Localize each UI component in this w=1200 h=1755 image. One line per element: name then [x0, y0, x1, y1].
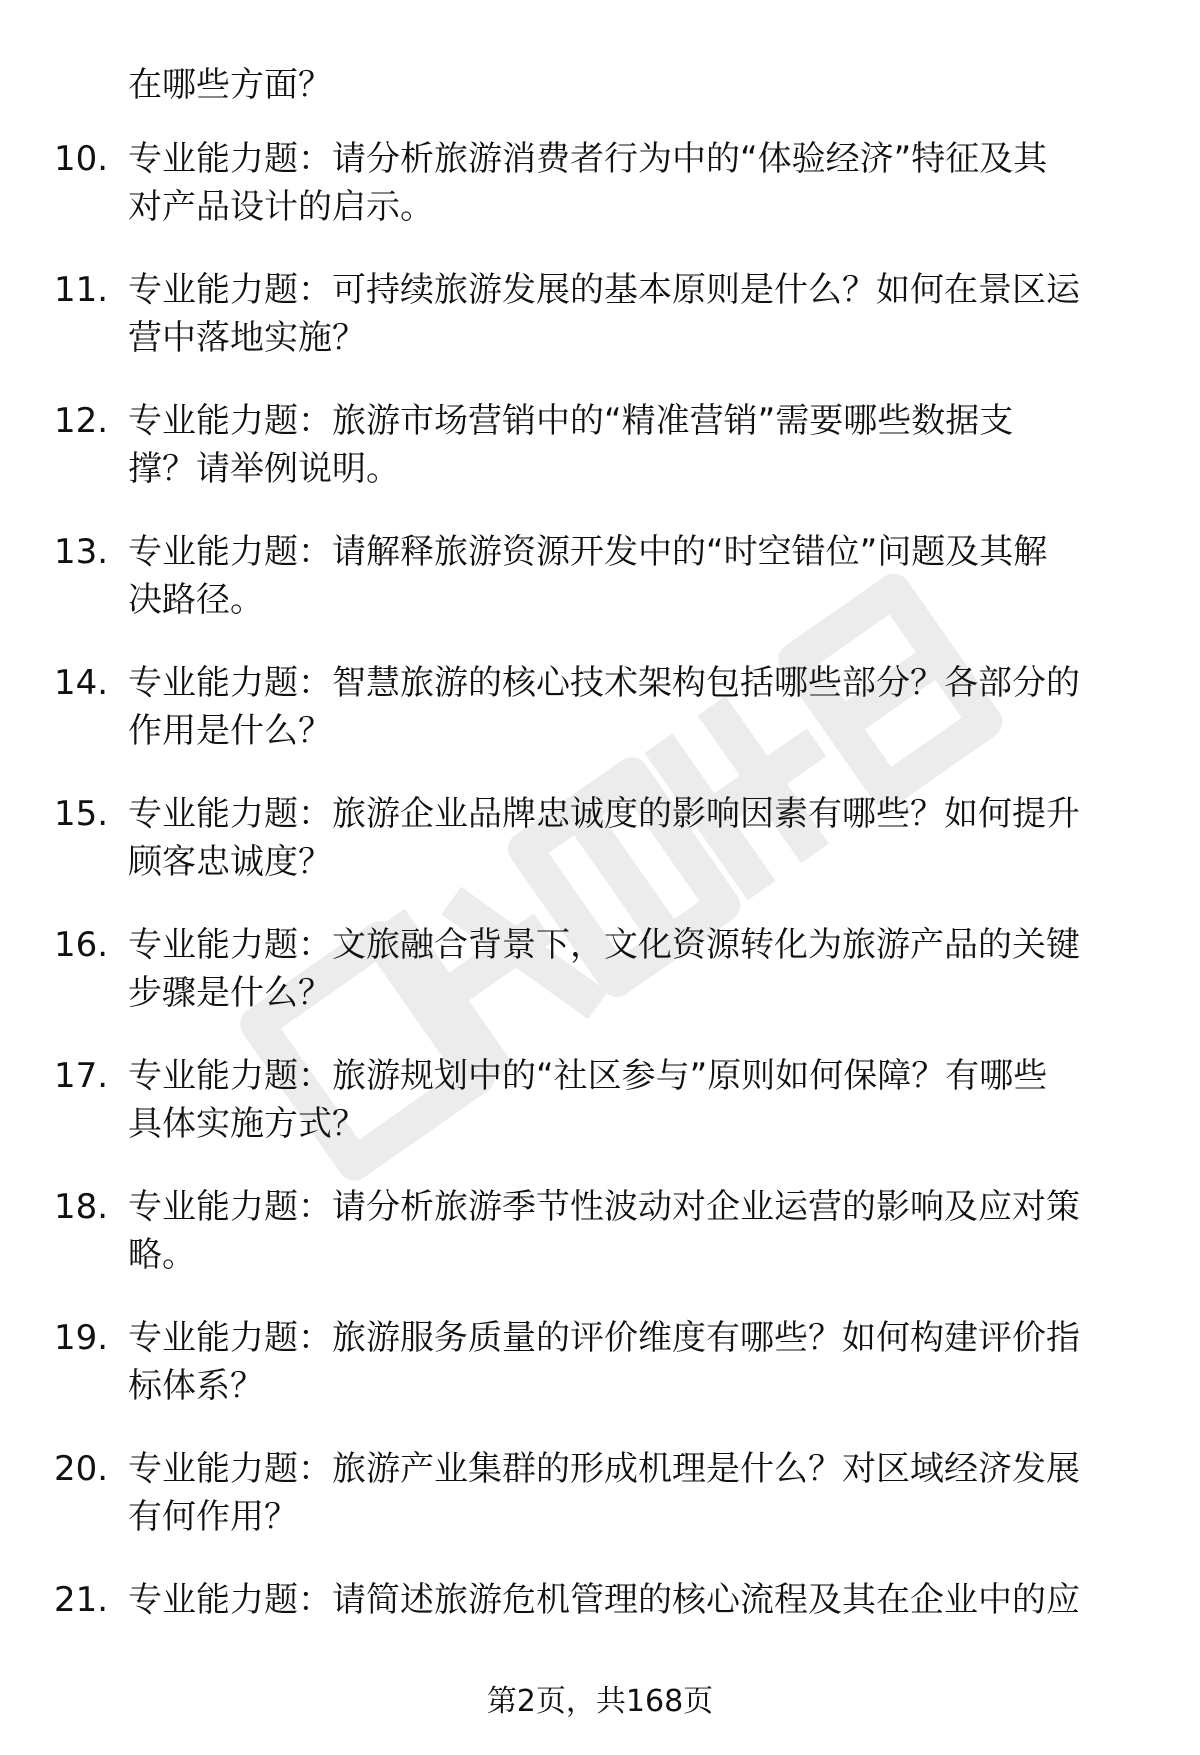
question-number: 17. [54, 1056, 109, 1096]
question-number: 15. [54, 794, 109, 834]
question-number: 19. [54, 1318, 109, 1358]
question-text-line: 营中落地实施？ [128, 318, 366, 358]
question-text-line: 对产品设计的启示。 [128, 187, 434, 227]
question-number: 10. [54, 139, 109, 179]
question-item [0, 1444, 1200, 1575]
question-text-line: 决路径。 [128, 580, 264, 620]
question-item [0, 920, 1200, 1051]
question-text-line: 步骤是什么？ [128, 973, 332, 1013]
question-text-line: 专业能力题：请简述旅游危机管理的核心流程及其在企业中的应 [128, 1580, 1080, 1620]
question-text-line: 专业能力题：智慧旅游的核心技术架构包括哪些部分？各部分的 [128, 663, 1080, 703]
question-text-line: 专业能力题：请解释旅游资源开发中的“时空错位”问题及其解 [128, 532, 1048, 572]
question-item [0, 527, 1200, 658]
question-item [0, 134, 1200, 265]
question-item [0, 1182, 1200, 1313]
question-text-line: 略。 [128, 1235, 196, 1275]
question-item [0, 1313, 1200, 1444]
continued-question-text: 在哪些方面？ [128, 65, 332, 105]
question-item [0, 396, 1200, 527]
question-number: 13. [54, 532, 109, 572]
question-item [0, 1051, 1200, 1182]
page-footer: 第2页，共168页 [486, 1684, 714, 1719]
question-text-line: 标体系？ [128, 1366, 264, 1406]
question-list [0, 134, 1200, 1706]
question-text-line: 顾客忠诚度？ [128, 842, 332, 882]
question-number: 21. [54, 1580, 109, 1620]
question-text-line: 专业能力题：旅游规划中的“社区参与”原则如何保障？有哪些 [128, 1056, 1048, 1096]
question-number: 11. [54, 270, 109, 310]
question-text-line: 专业能力题：旅游企业品牌忠诚度的影响因素有哪些？如何提升 [128, 794, 1080, 834]
question-text-line: 专业能力题：旅游服务质量的评价维度有哪些？如何构建评价指 [128, 1318, 1080, 1358]
question-number: 18. [54, 1187, 109, 1227]
question-number: 12. [54, 401, 109, 441]
question-text-line: 专业能力题：旅游市场营销中的“精准营销”需要哪些数据支 [128, 401, 1014, 441]
question-text-line: 作用是什么？ [128, 711, 332, 751]
question-number: 16. [54, 925, 109, 965]
question-text-line: 有何作用？ [128, 1497, 298, 1537]
question-number: 14. [54, 663, 109, 703]
question-text-line: 专业能力题：文旅融合背景下，文化资源转化为旅游产品的关键 [128, 925, 1080, 965]
question-text-line: 专业能力题：请分析旅游消费者行为中的“体验经济”特征及其 [128, 139, 1048, 179]
question-number: 20. [54, 1449, 109, 1489]
question-text-line: 具体实施方式？ [128, 1104, 366, 1144]
question-text-line: 专业能力题：请分析旅游季节性波动对企业运营的影响及应对策 [128, 1187, 1080, 1227]
question-text-line: 专业能力题：可持续旅游发展的基本原则是什么？如何在景区运 [128, 270, 1080, 310]
question-item [0, 658, 1200, 789]
question-item [0, 789, 1200, 920]
question-text-line: 专业能力题：旅游产业集群的形成机理是什么？对区域经济发展 [128, 1449, 1080, 1489]
question-text-line: 撑？请举例说明。 [128, 449, 400, 489]
question-item [0, 265, 1200, 396]
